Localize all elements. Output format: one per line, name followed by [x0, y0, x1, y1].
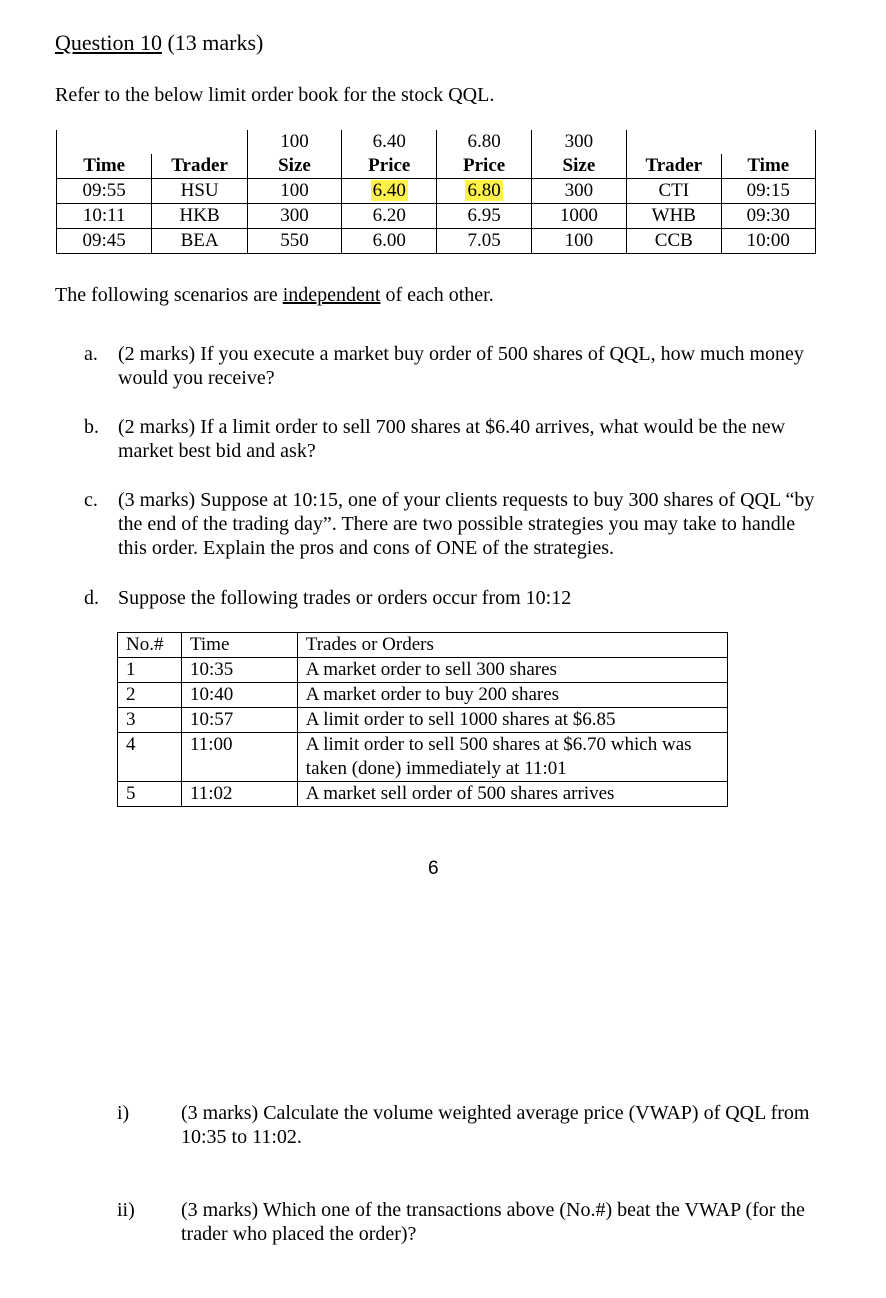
book-cell: WHB — [627, 204, 722, 229]
subpart-i-text: (3 marks) Calculate the volume weighted average price (VWAP) of QQL from 10:35 to 11:02. — [181, 1102, 810, 1148]
book-cell: 100 — [247, 179, 341, 204]
book-top-cell: 6.40 — [342, 130, 437, 154]
book-row — [57, 179, 816, 204]
part-c-label: c. — [84, 489, 98, 511]
table-row — [118, 733, 728, 782]
trade-no: 3 — [118, 708, 182, 733]
book-cell: HKB — [152, 204, 248, 229]
part-a — [84, 342, 844, 392]
part-b-text: (2 marks) If a limit order to sell 700 shares at $6.40 arrives, what would be the new market best bid and ask? — [118, 416, 786, 462]
book-cell: 6.00 — [342, 229, 437, 254]
table-row — [118, 683, 728, 708]
table-row — [118, 658, 728, 683]
book-cell: 09:30 — [721, 204, 815, 229]
book-row — [57, 204, 816, 229]
part-b — [84, 415, 844, 465]
book-top-cell: 100 — [247, 130, 341, 154]
trade-no: 1 — [118, 658, 182, 683]
trade-time: 10:40 — [181, 683, 297, 708]
book-cell: 10:00 — [721, 229, 815, 254]
scenarios-after: of each other. — [380, 284, 494, 306]
trades-header-row — [118, 633, 728, 658]
intro-text: Refer to the below limit order book for the stock QQL. — [55, 84, 495, 106]
page-number: 6 — [428, 858, 439, 879]
scenarios-before: The following scenarios are — [55, 284, 283, 306]
table-row — [118, 782, 728, 807]
part-c — [84, 488, 844, 562]
subpart-i-label: i) — [117, 1102, 130, 1124]
book-cell: 550 — [247, 229, 341, 254]
trade-no: 5 — [118, 782, 182, 807]
book-cell: 300 — [531, 179, 626, 204]
trade-desc: A market order to buy 200 shares — [297, 683, 727, 708]
book-row — [57, 229, 816, 254]
book-cell: 1000 — [531, 204, 626, 229]
book-cell: 09:15 — [721, 179, 815, 204]
part-d-text: Suppose the following trades or orders occur from 10:12 — [118, 587, 572, 609]
book-cell: 09:45 — [57, 229, 152, 254]
question-marks: (13 marks) — [161, 30, 264, 55]
book-cell: 10:11 — [57, 204, 152, 229]
book-cell — [342, 179, 437, 204]
best-bid-highlight: 6.40 — [372, 180, 406, 201]
book-cell — [437, 179, 531, 204]
trade-desc: A limit order to sell 500 shares at $6.70 which was taken (done) immediately at 11:01 — [297, 733, 727, 782]
trade-no: 4 — [118, 733, 182, 782]
trade-desc: A market order to sell 300 shares — [297, 658, 727, 683]
book-header: Trader — [627, 154, 722, 179]
book-cell: 100 — [531, 229, 626, 254]
book-header-row — [57, 154, 816, 179]
scenarios-underlined: independent — [282, 284, 381, 306]
trade-time: 10:57 — [181, 708, 297, 733]
subpart-ii-label: ii) — [117, 1199, 135, 1221]
part-b-label: b. — [84, 416, 99, 438]
part-d — [84, 586, 844, 612]
trade-desc: A limit order to sell 1000 shares at $6.85 — [297, 708, 727, 733]
trade-time: 11:00 — [181, 733, 297, 782]
book-top-row — [57, 130, 816, 154]
best-ask-highlight: 6.80 — [467, 180, 501, 201]
book-cell: HSU — [152, 179, 248, 204]
trade-no: 2 — [118, 683, 182, 708]
book-cell: CTI — [627, 179, 722, 204]
subpart-ii — [117, 1198, 837, 1248]
subpart-i — [117, 1101, 837, 1151]
trades-header: No.# — [118, 633, 182, 658]
book-header: Time — [57, 154, 152, 179]
book-header: Price — [437, 154, 531, 179]
book-header: Time — [721, 154, 815, 179]
book-cell: 6.20 — [342, 204, 437, 229]
limit-order-book — [56, 130, 816, 254]
book-header: Size — [531, 154, 626, 179]
part-c-text: (3 marks) Suppose at 10:15, one of your clients requests to buy 300 shares of QQL “by the end of the trading day”. There are two possible strategies you may take to handle this order. Explain the pros and cons of ONE of the strategies. — [118, 489, 815, 559]
trades-header: Trades or Orders — [297, 633, 727, 658]
book-cell: 7.05 — [437, 229, 531, 254]
book-header: Price — [342, 154, 437, 179]
book-top-cell: 300 — [531, 130, 626, 154]
book-cell: 6.95 — [437, 204, 531, 229]
part-a-label: a. — [84, 343, 98, 365]
book-top-cell: 6.80 — [437, 130, 531, 154]
trade-time: 11:02 — [181, 782, 297, 807]
book-header: Trader — [152, 154, 248, 179]
scenarios-note — [55, 284, 494, 307]
subpart-ii-text: (3 marks) Which one of the transactions above (No.#) beat the VWAP (for the trader who placed the order)? — [181, 1199, 805, 1245]
trade-desc: A market sell order of 500 shares arrives — [297, 782, 727, 807]
question-number: Question 10 — [55, 30, 162, 55]
book-cell-empty — [627, 130, 816, 154]
book-cell: CCB — [627, 229, 722, 254]
question-title — [55, 30, 263, 56]
part-d-label: d. — [84, 587, 99, 609]
table-row — [118, 708, 728, 733]
book-header: Size — [247, 154, 341, 179]
trade-time: 10:35 — [181, 658, 297, 683]
part-a-text: (2 marks) If you execute a market buy order of 500 shares of QQL, how much money would you receive? — [118, 343, 804, 389]
trades-header: Time — [181, 633, 297, 658]
book-cell: BEA — [152, 229, 248, 254]
book-cell: 300 — [247, 204, 341, 229]
book-cell: 09:55 — [57, 179, 152, 204]
book-cell-empty — [57, 130, 248, 154]
trades-table — [117, 632, 728, 807]
